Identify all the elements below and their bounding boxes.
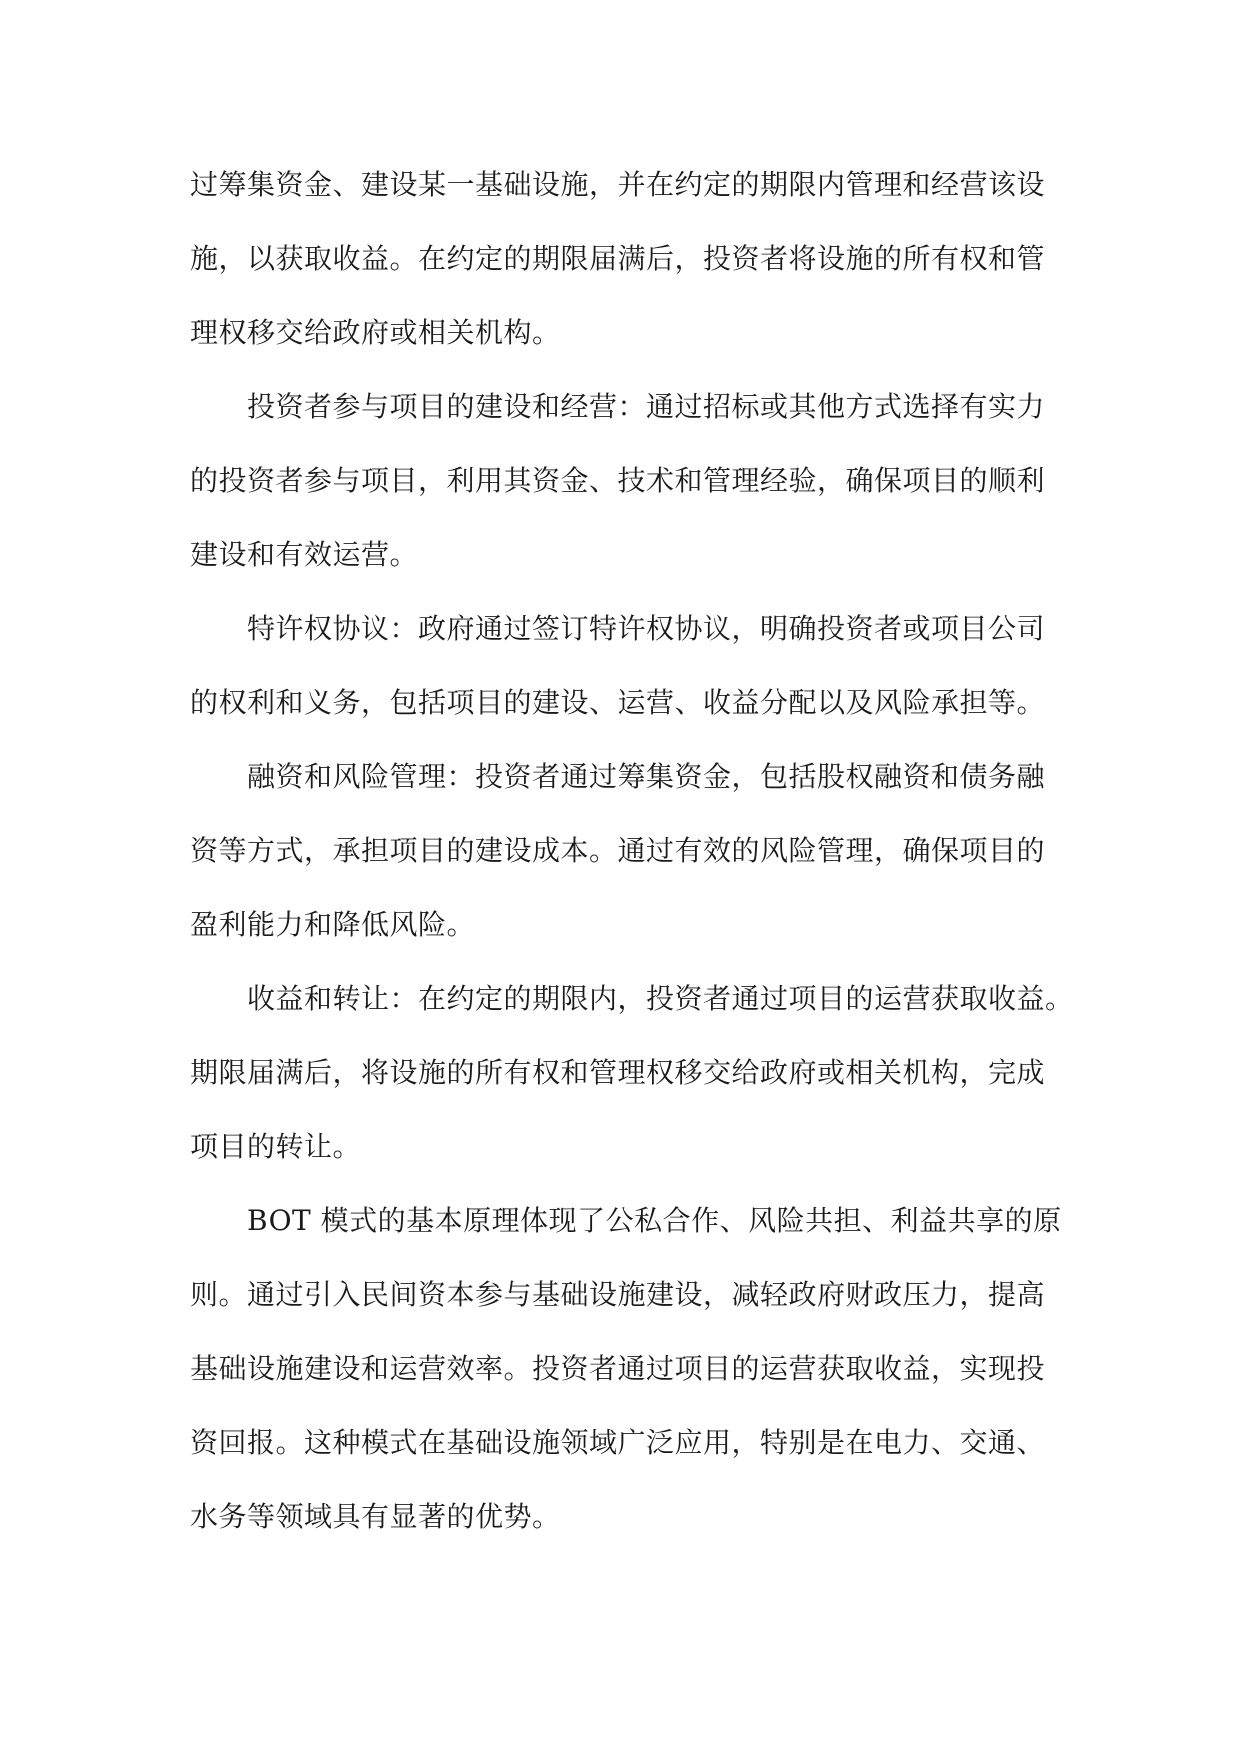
document-body	[190, 148, 1074, 1554]
text-line: 过筹集资金、建设某一基础设施，并在约定的期限内管理和经营该设	[190, 168, 1046, 201]
text-line: 水务等领域具有显著的优势。	[190, 1500, 561, 1533]
paragraph-concession-agreement	[190, 592, 1060, 740]
text-line: 的权利和义务，包括项目的建设、运营、收益分配以及风险承担等。	[190, 686, 1046, 719]
text-line: 投资者参与项目的建设和经营：通过招标或其他方式选择有实力	[247, 390, 1046, 423]
text-line: 施，以获取收益。在约定的期限届满后，投资者将设施的所有权和管	[190, 242, 1046, 275]
text-line: 项目的转让。	[190, 1130, 362, 1163]
text-line: 融资和风险管理：投资者通过筹集资金，包括股权融资和债务融	[247, 760, 1046, 793]
text-line: 资回报。这种模式在基础设施领域广泛应用，特别是在电力、交通、	[190, 1426, 1046, 1459]
text-line: 资等方式，承担项目的建设成本。通过有效的风险管理，确保项目的	[190, 834, 1046, 867]
paragraph-bot-principles	[190, 1184, 1060, 1554]
text-line: 的投资者参与项目，利用其资金、技术和管理经验，确保项目的顺利	[190, 464, 1046, 497]
paragraph-financing-risk	[190, 740, 1060, 962]
text-line: BOT 模式的基本原理体现了公私合作、风险共担、利益共享的原	[247, 1204, 1062, 1237]
text-line: 基础设施建设和运营效率。投资者通过项目的运营获取收益，实现投	[190, 1352, 1046, 1385]
paragraph-revenue-transfer	[190, 962, 1074, 1184]
text-line: 期限届满后，将设施的所有权和管理权移交给政府或相关机构，完成	[190, 1056, 1046, 1089]
text-line: 建设和有效运营。	[190, 538, 419, 571]
text-line: 理权移交给政府或相关机构。	[190, 316, 561, 349]
text-line: 收益和转让：在约定的期限内，投资者通过项目的运营获取收益。	[247, 982, 1074, 1015]
text-line: 特许权协议：政府通过签订特许权协议，明确投资者或项目公司	[247, 612, 1046, 645]
paragraph-investor-participation	[190, 370, 1060, 592]
text-line: 则。通过引入民间资本参与基础设施建设，减轻政府财政压力，提高	[190, 1278, 1046, 1311]
paragraph-bot-intro-continued	[190, 148, 1060, 370]
text-line: 盈利能力和降低风险。	[190, 908, 476, 941]
